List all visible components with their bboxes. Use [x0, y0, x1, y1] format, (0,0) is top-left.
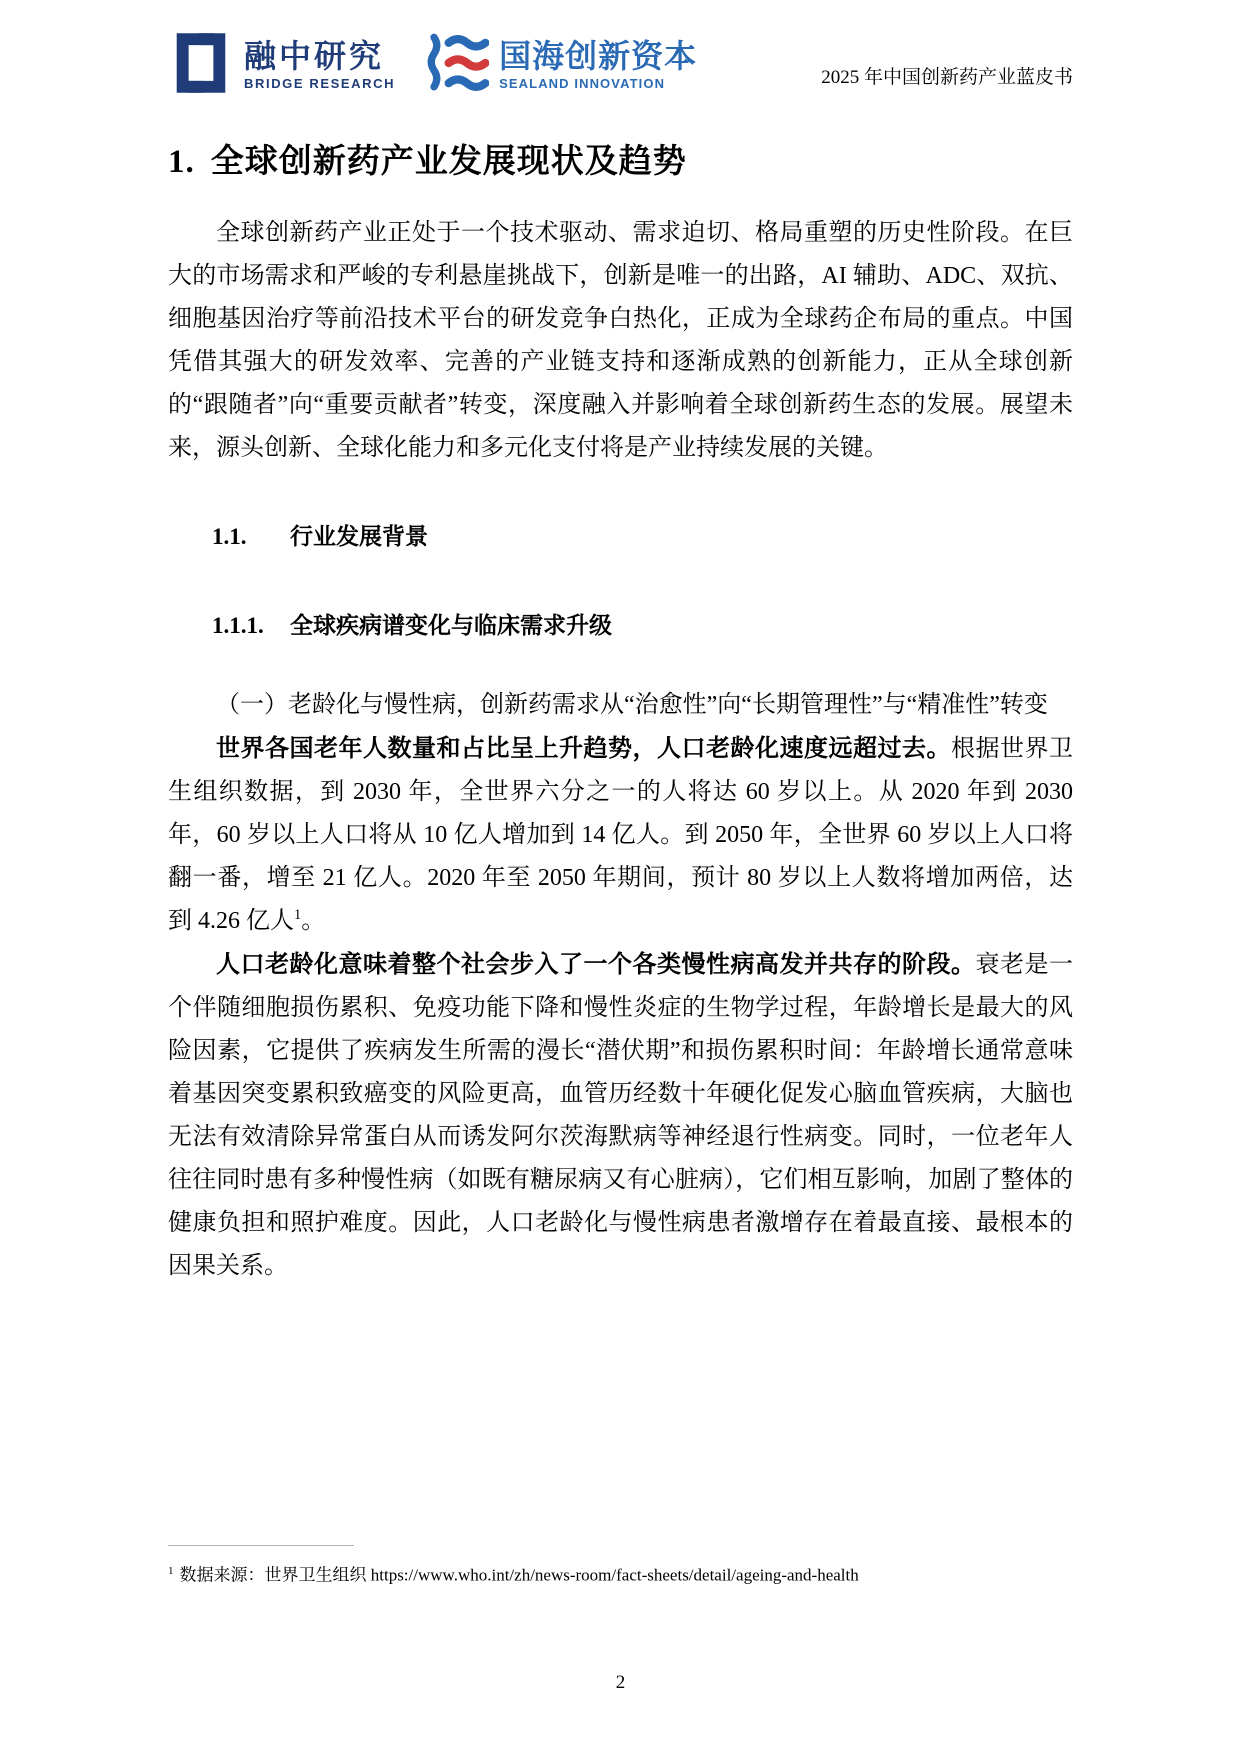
paragraph-ageing-data — [168, 727, 1073, 943]
footnote-marker: 1 — [168, 1565, 174, 1577]
sealand-innovation-name-zh: 国海创新资本 — [499, 38, 698, 75]
paragraph-ageing-data-body: 根据世界卫生组织数据，到 2030 年，全世界六分之一的人将达 60 岁以上。从 2020 年到 2030 年，60 岁以上人口将从 10 亿人增加到 14 亿人。到 2050 年，全世界 60 岁以上人口将翻一番，增至 21 亿人。2020 年至 2050 年期间，预计 80 岁以上人数将增加两倍，达到 4.26 亿人 — [168, 736, 1073, 934]
paragraph-chronic-disease — [168, 943, 1073, 1288]
paragraph-chronic-disease-lead: 人口老龄化意味着整个社会步入了一个各类慢性病高发并共存的阶段。 — [216, 951, 976, 978]
section-heading-1-1 — [212, 518, 1073, 551]
sealand-innovation-logo-icon — [423, 30, 489, 101]
paragraph-intro: 全球创新药产业正处于一个技术驱动、需求迫切、格局重塑的历史性阶段。在巨大的市场需求和严峻的专利悬崖挑战下，创新是唯一的出路，AI 辅助、ADC、双抗、细胞基因治疗等前沿技术平台的研发竞争白热化，正成为全球药企布局的重点。中国凭借其强大的研发效率、完善的产业链支持和逐渐成熟的创新能力，正从全球创新的“跟随者”向“重要贡献者”转变，深度融入并影响着全球创新药生态的发展。展望未来，源头创新、全球化能力和多元化支付将是产业持续发展的关键。 — [168, 220, 1073, 461]
sealand-innovation-logo — [423, 30, 697, 101]
page-header — [168, 30, 1073, 101]
paragraph-chronic-disease-body: 衰老是一个伴随细胞损伤累积、免疫功能下降和慢性炎症的生物学过程，年龄增长是最大的风险因素，它提供了疾病发生所需的漫长“潜伏期”和损伤累积时间：年龄增长通常意味着基因突变累积致癌变的风险更高，血管历经数十年硬化促发心脑血管疾病，大脑也无法有效清除异常蛋白从而诱发阿尔茨海默病等神经退行性病变。同时，一位老年人往往同时患有多种慢性病（如既有糖尿病又有心脏病），它们相互影响，加剧了整体的健康负担和照护难度。因此，人口老龄化与慢性病患者激增存在着最直接、最根本的因果关系。 — [168, 952, 1073, 1279]
section-heading-1-1-number: 1.1. — [212, 524, 247, 549]
sealand-innovation-logo-text — [499, 40, 697, 90]
section-heading-1-1-label: 行业发展背景 — [290, 524, 428, 549]
bridge-research-logo-icon — [168, 30, 234, 101]
footnote-source-label: 数据来源：世界卫生组织 — [179, 1565, 371, 1585]
body-content — [168, 212, 1073, 1288]
bridge-research-name-en: BRIDGE RESEARCH — [244, 75, 396, 91]
paragraph-subpoint-one: （一）老龄化与慢性病，创新药需求从“治愈性”向“长期管理性”与“精准性”转变 — [216, 692, 1048, 718]
page-number: 2 — [615, 1672, 626, 1693]
chapter-title — [168, 135, 1073, 182]
paragraph-ageing-data-tail: 。 — [301, 908, 326, 934]
section-heading-1-1-1-number: 1.1.1. — [212, 613, 264, 638]
footnote-area — [168, 1545, 1073, 1589]
sealand-innovation-name-en: SEALAND INNOVATION — [499, 75, 666, 91]
footnote-reference-1: 1 — [294, 907, 302, 923]
section-heading-1-1-1-label: 全球疾病谱变化与临床需求升级 — [290, 613, 612, 638]
section-heading-1-1-1 — [212, 607, 1073, 640]
paragraph-ageing-data-lead: 世界各国老年人数量和占比呈上升趋势，人口老龄化速度远超过去。 — [216, 735, 951, 762]
footnote-divider — [168, 1545, 354, 1546]
chapter-title-text: 全球创新药产业发展现状及趋势 — [210, 142, 687, 179]
bridge-research-name-zh: 融中研究 — [244, 38, 385, 75]
footnote-text — [168, 1558, 1073, 1589]
bridge-research-logo-text — [244, 40, 395, 90]
header-logos — [168, 30, 697, 101]
header-booklet-title: 2025 年中国创新药产业蓝皮书 — [821, 67, 1073, 88]
bridge-research-logo — [168, 30, 395, 101]
chapter-title-number: 1. — [168, 144, 195, 180]
footnote-link[interactable]: https://www.who.int/zh/news-room/fact-sheets/detail/ageing-and-health — [370, 1565, 859, 1585]
